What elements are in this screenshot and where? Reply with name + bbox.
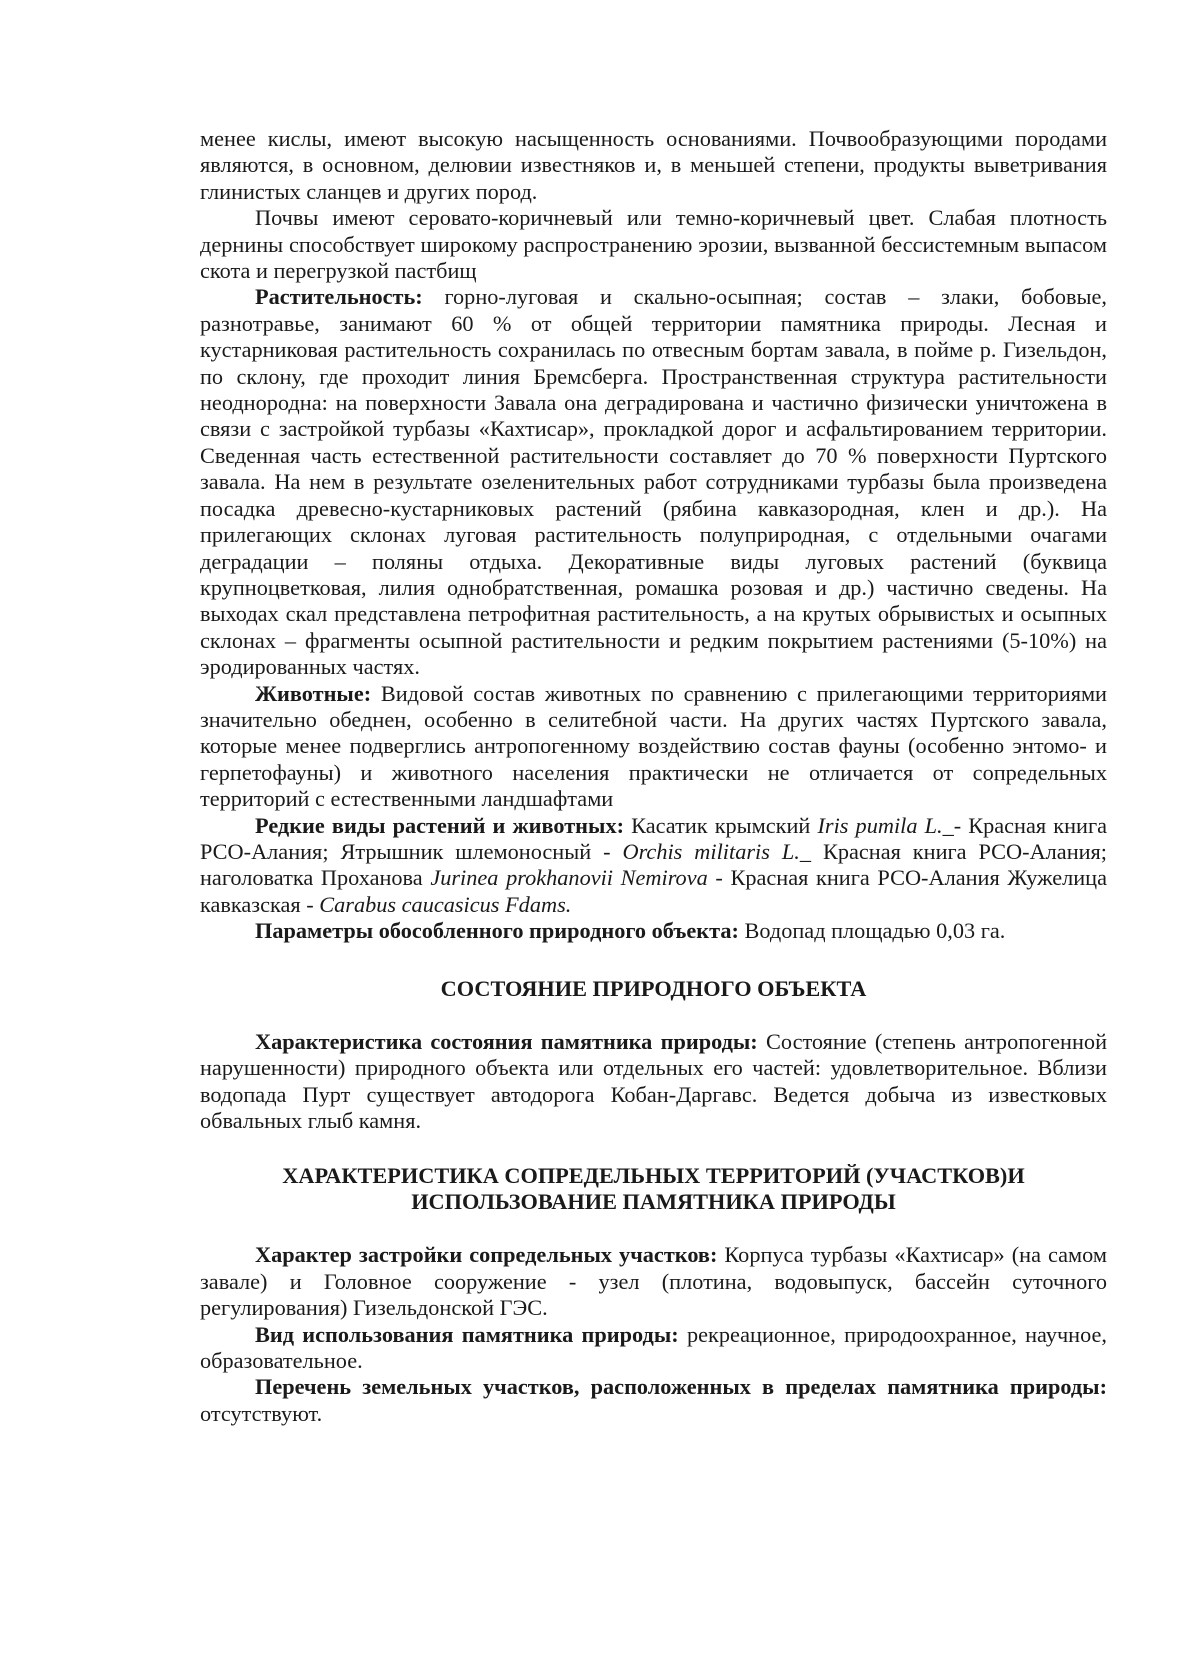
state-paragraph — [200, 1029, 1107, 1135]
building-label: Характер застройки сопредельных участков: — [255, 1242, 718, 1268]
use-text: рекреационное, природоохранное, научное, образовательное. — [200, 1321, 1108, 1374]
section-title-adjacent-line-1: ХАРАКТЕРИСТИКА СОПРЕДЕЛЬНЫХ ТЕРРИТОРИЙ (УЧАСТКОВ)И — [282, 1162, 1025, 1188]
use-paragraph — [200, 1322, 1107, 1375]
animals-text: Видовой состав животных по сравнению с прилегающими территориями значительно обеднен, особенно в селитебной части. На других частях Пуртского завала, которые менее подверглись антропогенному воздействию состав фауны (особенно энтомо- и герпетофауны) и животного населения практически не отличается от сопредельных территорий с естественными ландшафтами — [200, 680, 1107, 812]
parameters-text: Водопад площадью 0,03 га. — [738, 918, 1006, 944]
document-body — [200, 126, 1107, 1427]
parameters-paragraph — [200, 918, 1107, 944]
section-title-adjacent — [200, 1163, 1107, 1216]
soil-paragraph-continued: менее кислы, имеют высокую насыщенность основаниями. Почвообразующими породами являются, в основном, делювии известняков и, в меньшей степени, продукты выветривания глинистых сланцев и других пород. — [200, 126, 1107, 204]
building-paragraph — [200, 1242, 1107, 1321]
animals-label: Животные: — [255, 680, 372, 706]
plots-label: Перечень земельных участков, расположенных в пределах памятника природы: — [255, 1374, 1107, 1400]
parameters-label: Параметры обособленного природного объекта: — [255, 918, 739, 944]
rare-species-text-1: Касатик крымский — [624, 812, 818, 838]
species-jurinea-prokhanovii: Jurinea prokhanovii Nemirova — [430, 865, 708, 891]
plots-paragraph — [200, 1374, 1107, 1427]
vegetation-paragraph — [200, 284, 1107, 680]
vegetation-text: горно-луговая и скально-осыпная; состав – злаки, бобовые, разнотравье, занимают 60 % от общей территории памятника природы. Лесная и кустарниковая растительность сохранилась по отвесным бортам завала, в пойме р. Гизельдон, по склону, где проходит линия Бремсберга. Пространственная структура растительности неоднородна: на поверхности Завала она деградирована и частично физически уничтожена в связи с застройкой турбазы «Кахтисар», прокладкой дорог и асфальтированием территории. Сведенная часть естественной растительности составляет до 70 % поверхности Пуртского завала. На нем в результате озеленительных работ сотрудниками турбазы была произведена посадка древесно-кустарниковых растений (рябина кавказородная, клен и др.). На прилегающих склонах луговая растительность полуприродная, с отдельными очагами деградации – поляны отдыха. Декоративные виды луговых растений (буквица крупноцветковая, лилия однобратственная, ромашка розовая и др.) частично сведены. На выходах скал представлена петрофитная растительность, а на крутых обрывистых и осыпных склонах – фрагменты осыпной растительности и редким покрытием растениями (5-10%) на эродированных частях. — [200, 284, 1107, 680]
state-label: Характеристика состояния памятника природы: — [255, 1029, 758, 1054]
species-carabus-caucasicus: Carabus caucasicus Fdams. — [319, 891, 572, 917]
species-orchis-militaris: Orchis militaris L._ — [622, 838, 811, 864]
animals-paragraph — [200, 681, 1107, 813]
section-title-adjacent-line-2: ИСПОЛЬЗОВАНИЕ ПАМЯТНИКА ПРИРОДЫ — [411, 1189, 896, 1215]
rare-species-text-2: - Красная книга РСО-Алания; Ятрышник шлемоносный - — [200, 812, 1107, 864]
rare-species-label: Редкие виды растений и животных: — [255, 812, 625, 838]
state-text: Состояние (степень антропогенной нарушенности) природного объекта или отдельных его частей: удовлетворительное. Вблизи водопада Пурт существует автодорога Кобан-Даргавс. Ведется добыча из известковых обвальных глыб камня. — [200, 1029, 1107, 1134]
rare-species-text-4: - Красная книга РСО-Алания Жужелица кавказская - — [200, 865, 1107, 917]
use-label: Вид использования памятника природы: — [255, 1321, 679, 1347]
rare-species-text-3: Красная книга РСО-Алания; наголоватка Проханова — [200, 838, 1108, 891]
section-title-state: СОСТОЯНИЕ ПРИРОДНОГО ОБЪЕКТА — [440, 975, 867, 1001]
soil-color-paragraph: Почвы имеют серовато-коричневый или темно-коричневый цвет. Слабая плотность дернины способствует широкому распространению эрозии, вызванной бессистемным выпасом скота и перегрузкой пастбищ — [200, 205, 1107, 284]
building-text: Корпуса турбазы «Кахтисар» (на самом завале) и Головное сооружение - узел (плотина, водовыпуск, бассейн суточного регулирования) Гизельдонской ГЭС. — [200, 1242, 1107, 1321]
rare-species-paragraph — [200, 813, 1107, 919]
vegetation-label: Растительность: — [255, 284, 423, 310]
species-iris-pumila: Iris pumila L._ — [817, 812, 954, 838]
plots-text: отсутствуют. — [200, 1400, 323, 1426]
